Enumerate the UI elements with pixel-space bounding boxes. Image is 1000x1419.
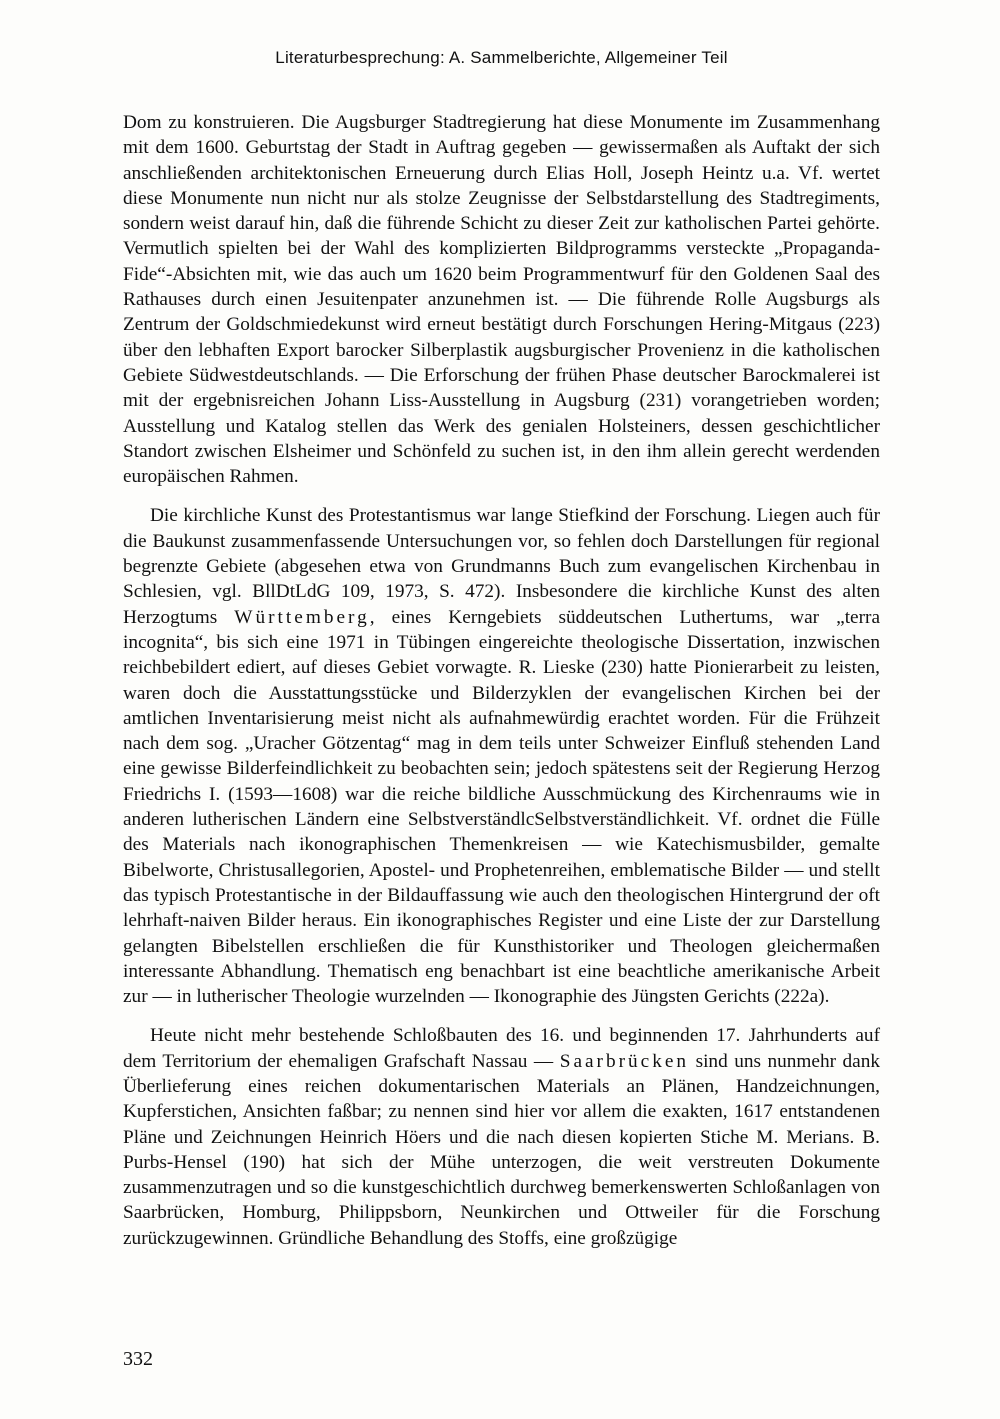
paragraph-1 — [123, 110, 880, 489]
spaced-term-wuerttemberg: Württemberg — [234, 606, 370, 628]
paragraph-2 — [123, 503, 880, 1009]
body-text — [123, 110, 880, 1251]
spaced-term-saarbruecken: Saarbrücken — [559, 1050, 690, 1072]
page-number: 332 — [123, 1348, 153, 1370]
paragraph-3-text-a: Heute nicht mehr bestehende Schloßbauten des 16. und beginnenden 17. Jahrhunderts auf dem Territorium der ehemaligen Grafschaft Nassau — — [123, 1025, 880, 1072]
running-head: Literaturbesprechung: A. Sammelberichte, Allgemeiner Teil — [275, 48, 728, 67]
paragraph-1-text: Dom zu konstruieren. Die Augsburger Stadtregierung hat diese Monumente im Zusammenhang mit dem 1600. Geburtstag der Stadt in Auftrag gegeben — gewissermaßen als Auftakt der sich anschließenden architektonischen Erneuerung durch Elias Holl, Joseph Heintz u.a. Vf. wertet diese Monumente nun nicht nur als stolze Zeugnisse der Selbstdarstellung des Stadtregiments, sondern weist darauf hin, daß die führende Schicht zu dieser Zeit zur katholischen Partei gehörte. Vermutlich spielten bei der Wahl des komplizierten Bildprogramms versteckte „Propaganda-Fide“-Absichten mit, wie das auch um 1620 beim Programmentwurf für den Goldenen Saal des Rathauses durch einen Jesuitenpater anzunehmen ist. — Die führende Rolle Augsburgs als Zentrum der Goldschmiedekunst wird erneut bestätigt durch Forschungen Hering-Mitgaus (223) über den lebhaften Export barocker Silberplastik augsburgischer Provenienz in die katholischen Gebiete Südwestdeutschlands. — Die Erforschung der frühen Phase deutscher Barockmalerei ist mit der ergebnisreichen Johann Liss-Ausstellung in Augsburg (231) vorangetrieben worden; Ausstellung und Katalog stellen das Werk des genialen Holsteiners, dessen geschichtlicher Standort zwischen Elsheimer und Schönfeld zu suchen ist, in den ihm allein gerecht werdenden europäischen Rahmen. — [123, 112, 880, 488]
paragraph-3-text-b: sind uns nunmehr dank Überlieferung eines reichen dokumentarischen Materials an Plänen, Handzeichnungen, Kupferstichen, Ansichten faßbar; zu nennen sind hier vor allem die exakten, 1617 entstandenen Pläne und Zeichnungen Heinrich Höers und die nach diesen kopierten Stiche M. Merians. B. Purbs-Hensel (190) hat sich der Mühe unterzogen, die weit verstreuten Dokumente zusammenzutragen und so die kunstgeschichtlich durchweg bemerkenswerten Schloßanlagen von Saarbrücken, Homburg, Philippsborn, Neunkirchen und Ottweiler für die Forschung zurückzugewinnen. Gründliche Behandlung des Stoffs, eine großzügige — [123, 1050, 880, 1249]
paragraph-2-text-a: Die kirchliche Kunst des Protestantismus war lange Stiefkind der Forschung. Liegen auch für die Baukunst zusammenfassende Untersuchungen vor, so fehlen doch Darstellungen für regional begrenzte Gebiete (abgesehen etwa von Grundmanns Buch zum evangelischen Kirchenbau in Schlesien, vgl. BllDtLdG 109, 1973, S. 472). Insbesondere die kirchliche Kunst des alten Herzogtums — [123, 505, 880, 628]
paragraph-2-text-b: , eines Kerngebiets süddeutschen Luthertums, war „terra incognita“, bis sich eine 1971 in Tübingen eingereichte theologische Dissertation, inzwischen reichbebildert ediert, auf dieses Gebiet vorwagte. R. Lieske (230) hatte Pionierarbeit zu leisten, waren doch die Ausstattungsstücke und Bilderzyklen der evangelischen Kirchen bei der amtlichen Inventarisierung meist nicht als aufnahmewürdig erachtet worden. Für die Frühzeit nach dem sog. „Uracher Götzentag“ mag in dem teils unter Schweizer Einfluß stehenden Land eine gewisse Bilderfeindlichkeit zu beobachten sein; jedoch spätestens seit der Regierung Herzog Friedrichs I. (1593—1608) war die reiche bildliche Ausschmückung des Kirchenraums wie in anderen lutherischen Ländern eine SelbstverständlcSelbstverständlichkeit. Vf. ordnet die Fülle des Materials nach ikonographischen Themenkreisen — wie Katechismusbilder, gemalte Bibelworte, Christusallegorien, Apostel- und Prophetenreihen, emblematische Bilder — und stellt das typisch Protestantische in der Bildauffassung wie auch den theologischen Hintergrund der oft lehrhaft-naiven Bilder heraus. Ein ikonographisches Register und eine Liste der zur Darstellung gelangten Bibelstellen erschließen die für Kunsthistoriker und Theologen gleichermaßen interessante Abhandlung. Thematisch eng benachbart ist eine beachtliche amerikanische Arbeit zur — in lutherischer Theologie wurzelnden — Ikonographie des Jüngsten Gerichts (222a). — [123, 606, 881, 1008]
paragraph-3 — [123, 1023, 880, 1251]
document-page — [123, 0, 880, 1419]
